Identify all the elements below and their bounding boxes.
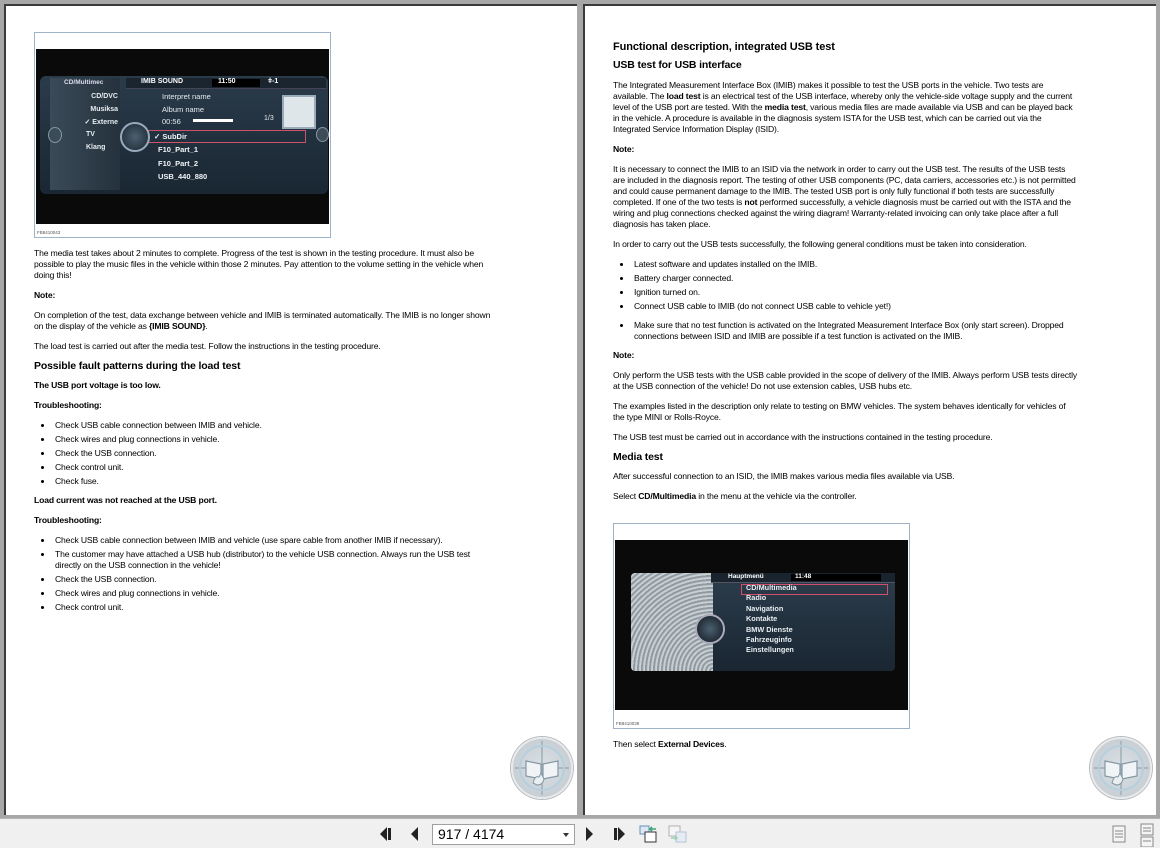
album-cover [282, 95, 316, 129]
vehicle-display-photo [36, 49, 329, 224]
left-nav-icon [48, 127, 62, 143]
next-page-button[interactable] [582, 825, 598, 843]
paragraph: The USB test must be carried out in accordance with the instructions contained in the testing procedure. [613, 432, 993, 442]
paragraph: The Integrated Measurement Interface Box (IMIB) makes it possible to test the USB ports in the vehicle. Two tests are available. The load test is an electrical test of the USB interface, whereby only the vehicle-side voltage supply and the current level of the USB port are tested. With the media test, various media files are made available via USB and can be played back in the vehicle. A procedure is available in the diagnosis system ISTA for the USB test, which can be carried out via the Integrated Service Information Display (ISID). [613, 80, 1073, 134]
right-page-text [613, 42, 1077, 511]
section-heading: Media test [613, 451, 663, 463]
fault-title: Load current was not reached at the USB port. [34, 495, 217, 505]
page-title: Functional description, integrated USB test [613, 41, 835, 53]
previous-page-icon [408, 826, 420, 842]
note-label: Note: [34, 290, 56, 300]
continuous-page-view-icon [1140, 823, 1154, 847]
controller-knob-icon [695, 614, 725, 644]
list-item: Make sure that no test function is activated on the Integrated Measurement Interface Box (only start screen). Dropped connections between ISID and IMIB are possible if a test function is activated on the IMIB. [613, 320, 1077, 342]
paragraph: On completion of the test, data exchange between vehicle and IMIB is terminated automatically. The IMIB is no longer shown on the display of the vehicle as {IMIB SOUND}. [34, 310, 491, 331]
header-title: IMIB SOUND [141, 78, 183, 85]
figure-id: FB8410043 [37, 230, 61, 235]
last-page-button[interactable] [608, 825, 628, 843]
section-heading: USB test for USB interface [613, 59, 742, 71]
list-item: Check control unit. [34, 602, 496, 613]
header-title: Hauptmenü [728, 573, 764, 580]
previous-view-icon [639, 825, 659, 843]
list-item: Check the USB connection. [34, 448, 496, 459]
right-add-icon [316, 127, 329, 142]
list-item: Check the USB connection. [34, 574, 496, 585]
list-item: Connect USB cable to IMIB (do not connect USB cable to vehicle yet!) [613, 301, 1077, 312]
previous-view-button[interactable] [638, 825, 660, 843]
vehicle-display-photo [615, 540, 908, 710]
last-page-icon [609, 826, 627, 842]
note-label: Note: [613, 144, 635, 154]
paragraph: Only perform the USB tests with the USB cable provided in the scope of delivery of the IMIB. Always perform USB tests directly at the USB connection of the vehicle! Do not use extension cables, USB hubs etc. [613, 370, 1077, 391]
main-menu-list: CD/Multimedia Radio Navigation Kontakte BMW Dienste Fahrzeuginfo Einstellungen [746, 583, 797, 655]
track-count: 1/3 [264, 115, 274, 122]
file-list: ✓ SubDir F10_Part_1 F10_Part_2 USB_440_880 [154, 132, 208, 182]
clock: 11:48 [795, 573, 812, 580]
status-indicator: ǂ-1 [268, 78, 279, 85]
list-item: Check USB cable connection between IMIB and vehicle. [34, 420, 496, 431]
progress-bar [193, 119, 233, 122]
paragraph: Then select External Devices. [613, 739, 727, 749]
controller-knob-icon [120, 122, 150, 152]
left-menu: CD/DVC Musiksa ✓ Externe TV Klang [84, 93, 118, 152]
pdf-page-right [583, 4, 1156, 815]
paragraph: The media test takes about 2 minutes to complete. Progress of the test is shown in the testing procedure. It must also be possible to play the music files in the vehicle within those 2 minutes. Pay attention to the volume setting in the vehicle when doing this! [34, 248, 484, 280]
single-page-view-button[interactable] [1111, 825, 1127, 843]
pdf-page-left [4, 4, 577, 815]
paragraph: In order to carry out the USB tests successfully, the following general conditions must be taken into consideration. [613, 239, 1027, 249]
list-item: Check control unit. [34, 462, 496, 473]
list-item: Check wires and plug connections in vehicle. [34, 434, 496, 445]
next-view-icon [668, 825, 688, 843]
previous-page-button[interactable] [406, 825, 422, 843]
list-item: Check fuse. [34, 476, 496, 487]
first-page-button[interactable] [377, 825, 397, 843]
section-heading: Possible fault patterns during the load test [34, 360, 241, 372]
note-label: Note: [613, 350, 635, 360]
left-page-text [34, 248, 496, 621]
fault-title: The USB port voltage is too low. [34, 380, 161, 390]
conditions-list [613, 259, 1077, 342]
first-page-icon [378, 826, 396, 842]
paragraph: It is necessary to connect the IMIB to an ISID via the network in order to carry out the USB test. The results of the USB tests are included in the diagnosis report. The testing of other USB components (PC, data carriers, accessories etc.) is not permitted and could cause permanent damage to the IMIB. The tested USB port is only fully functional if both tests are successfully completed. If one of the two tests is not performed successfully, a vehicle diagnosis must be carried out with the ISTA and the wiring and plug connections checked against the wiring diagram! Warranty-related invoicing can only take place after a full diagnosis has taken place. [613, 164, 1076, 229]
manual-stamp-icon [1090, 737, 1152, 799]
paragraph: The load test is carried out after the media test. Follow the instructions in the testing procedure. [34, 341, 381, 351]
paragraph: Select CD/Multimedia in the menu at the vehicle via the controller. [613, 491, 857, 501]
manual-stamp-icon [511, 737, 573, 799]
left-menu-title: CD/Multimec [64, 79, 104, 86]
figure-id: FB8410038 [616, 721, 640, 726]
next-page-icon [584, 826, 596, 842]
troubleshooting-label: Troubleshooting: [34, 515, 102, 525]
viewer-toolbar [0, 818, 1160, 848]
list-item: Latest software and updates installed on the IMIB. [613, 259, 1077, 270]
paragraph: The examples listed in the description only relate to testing on BMW vehicles. The system behaves identically for vehicles of the type MINI or Rolls-Royce. [613, 401, 1066, 422]
list-item: Check wires and plug connections in vehicle. [34, 588, 496, 599]
troubleshooting-label: Troubleshooting: [34, 400, 102, 410]
list-item: Ignition turned on. [613, 287, 1077, 298]
continuous-view-button[interactable] [1139, 823, 1155, 847]
list-item: The customer may have attached a USB hub (distributor) to the vehicle USB connection. Always run the USB test directly on the USB connection in the vehicle! [34, 549, 496, 571]
chevron-down-icon [563, 833, 569, 837]
troubleshooting-list [34, 535, 496, 613]
track-info: Interpret name Album name 00:56 [162, 92, 211, 126]
page-indicator: 917 / 4174 [438, 826, 505, 842]
list-item: Check USB cable connection between IMIB and vehicle (use spare cable from another IMIB if necessary). [34, 535, 496, 546]
figure-imib-sound-screen [34, 32, 331, 238]
single-page-view-icon [1112, 825, 1126, 843]
next-view-button[interactable] [667, 825, 689, 843]
figure-main-menu-screen [613, 523, 910, 729]
paragraph: After successful connection to an ISID, the IMIB makes various media files available via USB. [613, 471, 955, 481]
troubleshooting-list [34, 420, 496, 487]
page-number-select[interactable] [432, 824, 575, 845]
clock: 11:50 [218, 78, 236, 85]
list-item: Battery charger connected. [613, 273, 1077, 284]
